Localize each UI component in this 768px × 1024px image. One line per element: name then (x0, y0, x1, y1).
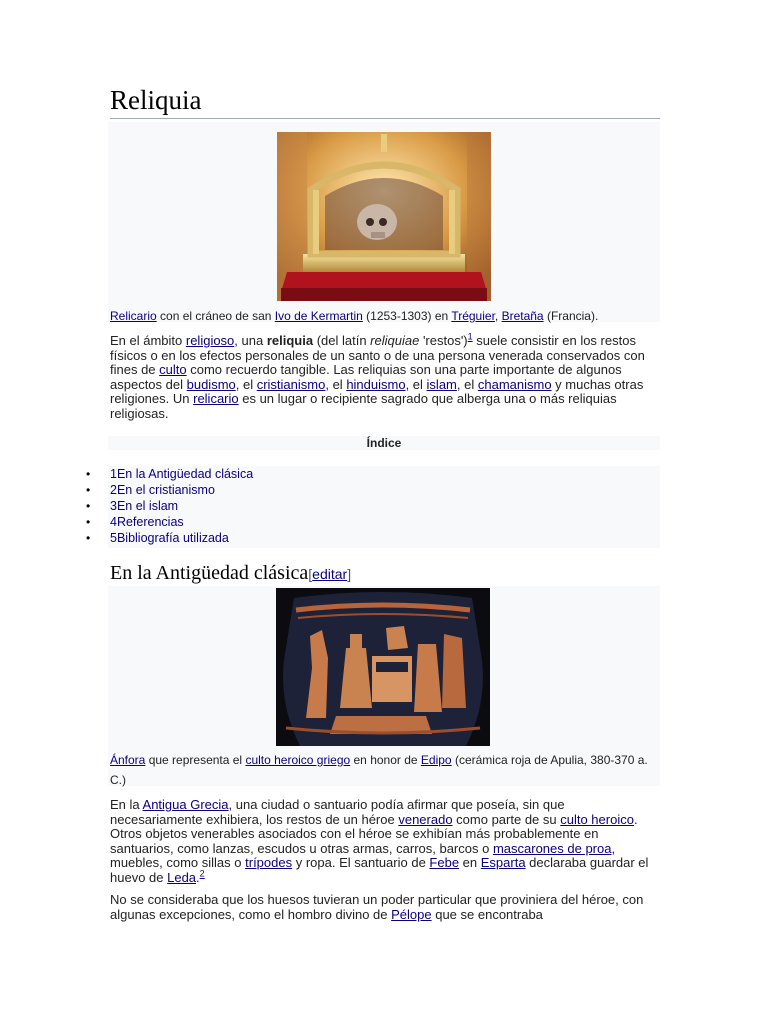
table-of-contents (86, 466, 660, 548)
link-cristianismo[interactable]: cristianismo (256, 376, 326, 392)
link-treguier[interactable]: Tréguier (451, 309, 495, 323)
page-title: Reliquia (110, 82, 660, 119)
intro-paragraph: En el ámbito religioso, una reliquia (del latín reliquiae 'restos')$^1$ suele consistir en los restos físicos o en los efectos personales de un santo o de una persona venerada conservados con fines de culto como recuerdo tangible. Las reliquias son una parte importante de algunos aspectos del budismo, el cristianismo, el hinduismo, el islam, el chamanismo y muchas otras religiones. Un relicario es un lugar o recipiente sagrado que alberga una o más reliquias religiosas. (110, 331, 645, 421)
link-religioso[interactable]: religioso (185, 333, 235, 348)
link-budismo[interactable]: budismo (186, 376, 236, 392)
link-culto-heroico[interactable]: culto heroico (560, 811, 634, 827)
link-culto[interactable]: culto (159, 362, 187, 378)
section-heading-antiguedad: En la Antigüedad clásica[editar] (110, 561, 660, 587)
link-edipo[interactable]: Edipo (420, 753, 452, 767)
term-reliquia: reliquia (266, 333, 314, 348)
bullet-icon: • (86, 515, 91, 529)
toc-item-antiguedad[interactable]: • 1En la Antigüedad clásica (86, 467, 254, 481)
link-hinduismo[interactable]: hinduismo (346, 376, 406, 392)
link-febe[interactable]: Febe (429, 855, 460, 871)
edit-section-link[interactable]: editar (312, 566, 348, 582)
link-antigua-grecia[interactable]: Antigua Grecia (142, 797, 229, 812)
link-mascarones-de-proa[interactable]: mascarones de proa (492, 840, 612, 856)
bullet-icon: • (86, 499, 91, 513)
figure-caption: Relicario con el cráneo de san Ivo de Kermartin (1253-1303) en Tréguier, Bretaña (Francia). (110, 309, 599, 323)
figure-caption: Ánfora que representa el culto heroico griego en honor de Edipo (cerámica roja de Apulia, 380-370 a. C.) (110, 753, 648, 787)
toc-item-islam[interactable]: • 3En el islam (86, 499, 179, 513)
bullet-icon: • (86, 467, 91, 481)
amphora-image[interactable] (276, 588, 490, 746)
reliquary-image[interactable] (277, 132, 491, 301)
toc-item-cristianismo[interactable]: • 2En el cristianismo (86, 483, 215, 497)
footnote-1[interactable]: 1 (467, 331, 473, 342)
link-pelope[interactable]: Pélope (391, 906, 432, 922)
bullet-icon: • (86, 483, 91, 497)
figure-amphora (108, 586, 660, 786)
link-chamanismo[interactable]: chamanismo (477, 376, 552, 392)
toc-item-referencias[interactable]: • 4Referencias (86, 515, 184, 529)
link-leda[interactable]: Leda (167, 869, 197, 885)
figure-reliquary (108, 122, 660, 322)
link-anfora[interactable]: Ánfora (110, 753, 146, 767)
bullet-icon: • (86, 531, 91, 545)
paragraph-antigua-grecia: En la Antigua Grecia, una ciudad o santuario podía afirmar que poseía, sin que necesariamente exhibiera, los restos de un héroe venerado como parte de su culto heroico. Otros objetos venerables asociados con el héroe se exhibían más probablemente en santuarios, como lanzas, escudos u otras armas, carros, barcos o mascarones de proa, muebles, como sillas o trípodes y ropa. El santuario de Febe en Esparta declaraba guardar el huevo de Leda.$^2$ (110, 797, 649, 885)
link-relicario-2[interactable]: relicario (193, 391, 239, 407)
link-venerado[interactable]: venerado (398, 811, 453, 827)
toc-title: Índice (108, 436, 660, 450)
link-ivo-de-kermartin[interactable]: Ivo de Kermartin (274, 309, 363, 323)
link-culto-heroico-griego[interactable]: culto heroico griego (245, 753, 351, 767)
link-relicario[interactable]: Relicario (110, 309, 157, 323)
link-islam[interactable]: islam (426, 376, 457, 392)
toc-item-bibliografia[interactable]: • 5Bibliografía utilizada (86, 531, 229, 545)
link-bretana[interactable]: Bretaña (501, 309, 544, 323)
link-tripodes[interactable]: trípodes (245, 855, 293, 871)
link-esparta[interactable]: Esparta (480, 855, 526, 871)
footnote-2[interactable]: 2 (199, 868, 205, 879)
paragraph-huesos: No se consideraba que los huesos tuvieran un poder particular que proviniera del héroe, con algunas excepciones, como el hombro divino de Pélope que se encontraba (110, 892, 644, 922)
